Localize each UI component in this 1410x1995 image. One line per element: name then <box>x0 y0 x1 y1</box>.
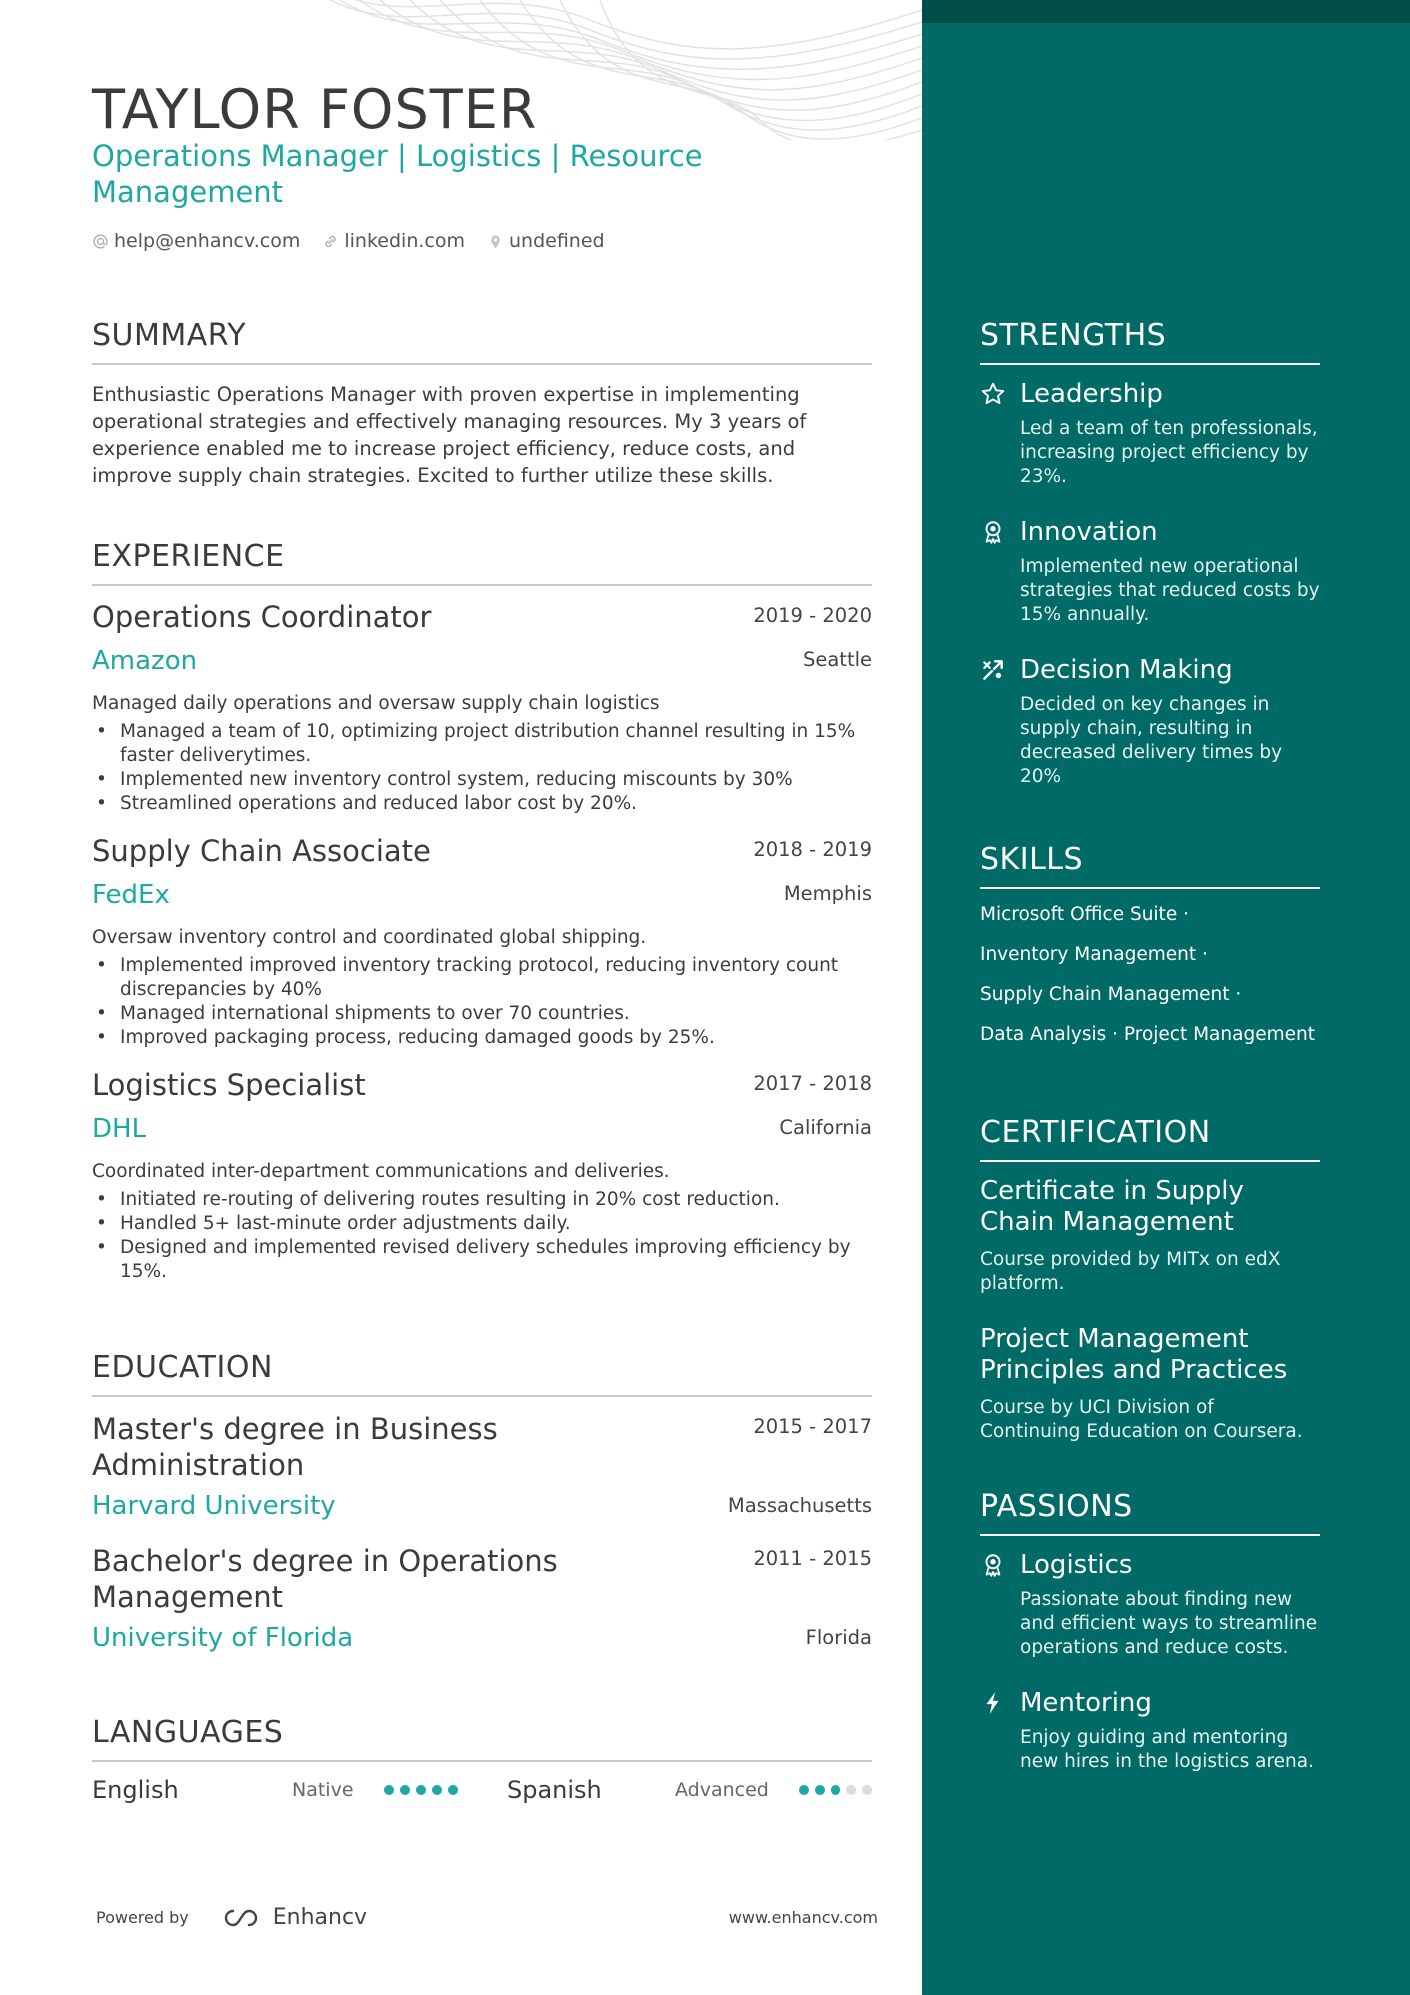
job-role: Logistics Specialist <box>92 1068 366 1102</box>
candidate-name: TAYLOR FOSTER <box>92 78 538 141</box>
job-location: Seattle <box>802 648 872 671</box>
job-date: 2017 - 2018 <box>753 1072 872 1095</box>
experience-section <box>92 539 872 1284</box>
education-section <box>92 1350 872 1653</box>
education-entry <box>92 1543 872 1653</box>
languages-heading: LANGUAGES <box>92 1715 872 1762</box>
rating-dot-filled <box>416 1785 426 1795</box>
education-entry <box>92 1411 872 1521</box>
education-location: Massachusetts <box>727 1494 872 1517</box>
certification-item <box>980 1324 1320 1444</box>
language-name: Spanish <box>507 1776 602 1804</box>
brand-logo[interactable] <box>215 1905 367 1930</box>
job-entry <box>92 1068 872 1284</box>
job-bullet: • Managed international shipments to over 70 countries. <box>92 1002 872 1026</box>
sidebar <box>922 0 1410 1995</box>
job-bullet: • Managed a team of 10, optimizing project distribution channel resulting in 15% faster deliverytimes. <box>92 720 872 768</box>
rating-dot-empty <box>846 1785 856 1795</box>
certification-desc: Course by UCI Division of Continuing Education on Coursera. <box>980 1397 1303 1442</box>
skills-section <box>980 842 1320 1063</box>
link-icon <box>322 233 339 250</box>
footer <box>96 1905 878 1930</box>
certification-heading: CERTIFICATION <box>980 1115 1320 1162</box>
skill-item: Inventory Management · <box>980 944 1208 965</box>
job-description: Managed daily operations and oversaw supply chain logistics <box>92 693 660 714</box>
strength-title: Decision Making <box>1020 655 1233 685</box>
powered-by-label: Powered by <box>96 1908 189 1927</box>
education-date: 2015 - 2017 <box>753 1415 872 1438</box>
language-level: Advanced <box>675 1779 769 1801</box>
rating-dot-filled <box>448 1785 458 1795</box>
contact-linkedin[interactable] <box>322 230 465 252</box>
contact-email[interactable] <box>92 230 300 252</box>
summary-heading: SUMMARY <box>92 318 872 365</box>
job-location: California <box>779 1116 872 1139</box>
passion-desc: Passionate about finding new and efficient ways to streamline operations and reduce costs. <box>1020 1589 1318 1658</box>
rating-dot-filled <box>384 1785 394 1795</box>
strength-desc: Implemented new operational strategies that reduced costs by 15% annually. <box>1020 556 1320 625</box>
location-text: undefined <box>509 230 605 252</box>
at-icon <box>92 233 109 250</box>
passion-item <box>980 1550 1320 1660</box>
passion-desc: Enjoy guiding and mentoring new hires in the logistics arena. <box>1020 1727 1314 1772</box>
job-date: 2019 - 2020 <box>753 604 872 627</box>
education-school: University of Florida <box>92 1623 354 1653</box>
job-entry <box>92 600 872 816</box>
star-icon <box>980 381 1006 407</box>
lightning-icon <box>980 1690 1006 1716</box>
education-location: Florida <box>805 1626 872 1649</box>
skill-item: Data Analysis · Project Management <box>980 1024 1315 1045</box>
passion-title: Logistics <box>1020 1550 1133 1580</box>
strength-item <box>980 655 1320 789</box>
education-heading: EDUCATION <box>92 1350 872 1397</box>
job-description: Coordinated inter-department communications and deliveries. <box>92 1161 670 1182</box>
rating-dot-filled <box>400 1785 410 1795</box>
certification-name: Certificate in Supply Chain Management <box>980 1176 1244 1237</box>
rating-dot-filled <box>831 1785 841 1795</box>
job-entry <box>92 834 872 1050</box>
skills-heading: SKILLS <box>980 842 1320 889</box>
job-bullets <box>92 1188 872 1284</box>
rating-dot-filled <box>799 1785 809 1795</box>
passion-title: Mentoring <box>1020 1688 1152 1718</box>
award-icon <box>980 1552 1006 1578</box>
strengths-section <box>980 318 1320 789</box>
job-role: Supply Chain Associate <box>92 834 431 868</box>
education-date: 2011 - 2015 <box>753 1547 872 1570</box>
footer-website[interactable]: www.enhancv.com <box>728 1908 878 1927</box>
skill-item: Supply Chain Management · <box>980 984 1242 1005</box>
rating-dot-filled <box>432 1785 442 1795</box>
strength-item <box>980 379 1320 489</box>
job-bullets <box>92 720 872 816</box>
job-company: Amazon <box>92 646 198 676</box>
strength-title: Innovation <box>1020 517 1158 547</box>
education-school: Harvard University <box>92 1491 336 1521</box>
sidebar-top-band <box>922 0 1410 23</box>
brand-name: Enhancv <box>272 1905 368 1930</box>
certification-item <box>980 1176 1320 1296</box>
candidate-title: Operations Manager | Logistics | Resource Management <box>92 139 703 209</box>
experience-heading: EXPERIENCE <box>92 539 872 586</box>
job-description: Oversaw inventory control and coordinated global shipping. <box>92 927 647 948</box>
job-location: Memphis <box>783 882 872 905</box>
certification-name: Project Management Principles and Practices <box>980 1324 1288 1385</box>
strength-desc: Led a team of ten professionals, increasing project efficiency by 23%. <box>1020 418 1318 487</box>
skills-list <box>980 903 1320 1047</box>
job-bullet: • Streamlined operations and reduced labor cost by 20%. <box>92 792 872 816</box>
strength-desc: Decided on key changes in supply chain, resulting in decreased delivery times by 20% <box>1020 694 1283 787</box>
summary-text: Enthusiastic Operations Manager with proven expertise in implementing operational strategies and effectively managing resources. My 3 years of experience enabled me to increase project efficiency, reduce costs, and improve supply chain strategies. Excited to further utilize these skills. <box>92 383 807 487</box>
strengths-heading: STRENGTHS <box>980 318 1320 365</box>
job-bullet: • Implemented new inventory control system, reducing miscounts by 30% <box>92 768 872 792</box>
enhancv-logo-icon <box>215 1906 263 1930</box>
passions-heading: PASSIONS <box>980 1489 1320 1536</box>
education-degree: Bachelor's degree in Operations Management <box>92 1544 558 1614</box>
language-name: English <box>92 1776 179 1804</box>
certification-section <box>980 1115 1320 1444</box>
education-degree: Master's degree in Business Administration <box>92 1412 498 1482</box>
location-pin-icon <box>487 233 504 250</box>
skill-item: Microsoft Office Suite · <box>980 904 1189 925</box>
job-bullet: • Handled 5+ last-minute order adjustments daily. <box>92 1212 872 1236</box>
job-company: FedEx <box>92 880 170 910</box>
email-text: help@enhancv.com <box>114 230 301 252</box>
language-level: Native <box>292 1779 354 1801</box>
strength-item <box>980 517 1320 627</box>
job-bullet: • Implemented improved inventory tracking protocol, reducing inventory count discrepancies by 40% <box>92 954 872 1002</box>
rating-dot-empty <box>862 1785 872 1795</box>
contact-row <box>92 230 605 252</box>
certification-desc: Course provided by MITx on edX platform. <box>980 1249 1281 1294</box>
rating-dot-filled <box>815 1785 825 1795</box>
linkedin-text: linkedin.com <box>344 230 465 252</box>
passion-item <box>980 1688 1320 1774</box>
strength-title: Leadership <box>1020 379 1163 409</box>
languages-section <box>92 1715 872 1804</box>
language-rating <box>384 1785 507 1795</box>
language-rating <box>799 1785 872 1795</box>
job-bullet: • Initiated re-routing of delivering routes resulting in 20% cost reduction. <box>92 1188 872 1212</box>
job-bullets <box>92 954 872 1050</box>
award-icon <box>980 519 1006 545</box>
job-bullet: • Designed and implemented revised delivery schedules improving efficiency by 15%. <box>92 1236 872 1284</box>
languages-row <box>92 1776 872 1804</box>
job-bullet: • Improved packaging process, reducing damaged goods by 25%. <box>92 1026 872 1050</box>
job-role: Operations Coordinator <box>92 600 432 634</box>
job-company: DHL <box>92 1114 147 1144</box>
decision-icon <box>980 657 1006 683</box>
job-date: 2018 - 2019 <box>753 838 872 861</box>
summary-section <box>92 318 872 489</box>
passions-section <box>980 1489 1320 1774</box>
contact-location <box>487 230 605 252</box>
